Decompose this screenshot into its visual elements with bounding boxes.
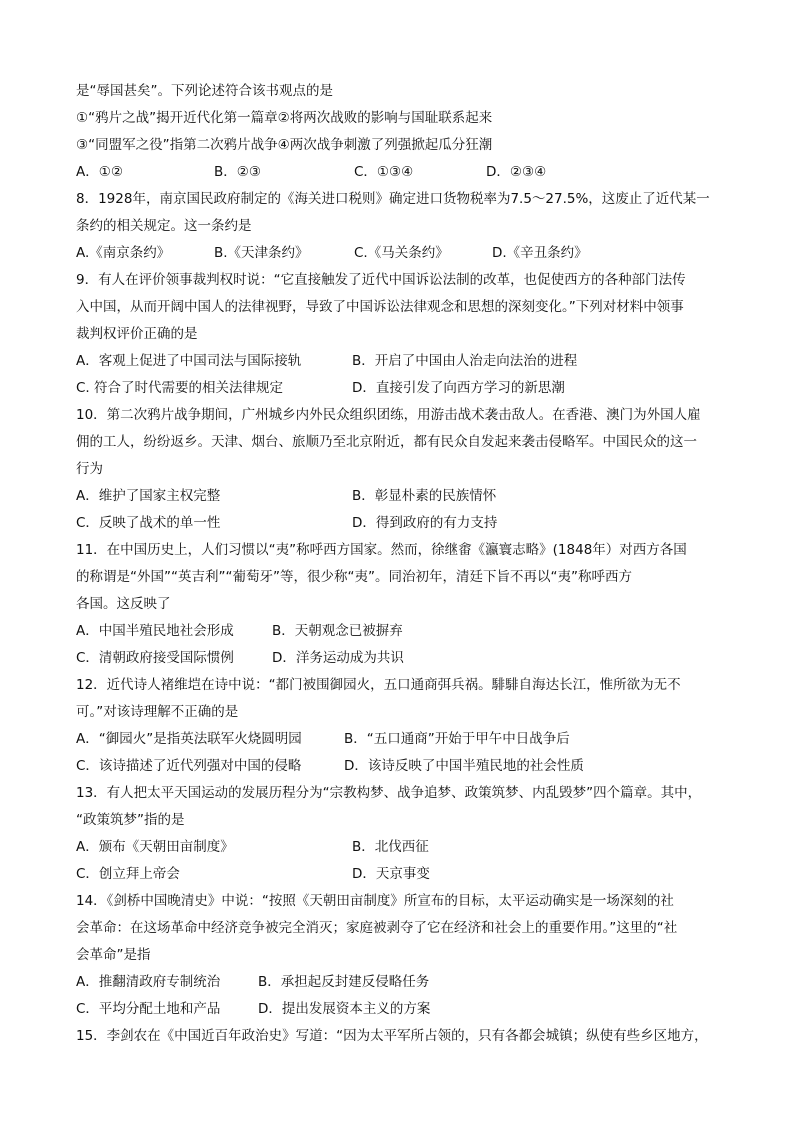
text-line: 可。”对该诗理解不正确的是 (76, 704, 239, 720)
option-b: B.《天津条约》 (214, 245, 309, 261)
option-c: C．反映了战术的单一性 (76, 515, 221, 531)
text-line: ③“同盟军之役”指第二次鸦片战争④两次战争刺激了列强掀起瓜分狂潮 (76, 137, 493, 153)
question-8: 8．1928年，南京国民政府制定的《海关进口税则》确定进口货物税率为7.5～27.5%，这废止了近代某一 (76, 191, 710, 207)
option-d: D．天京事变 (352, 866, 430, 882)
question-9: 9．有人在评价领事裁判权时说：“它直接触发了近代中国诉讼法制的改革，也促使西方的各种部门法传 (76, 272, 686, 288)
option-a: A．颁布《天朝田亩制度》 (76, 839, 234, 855)
option-c: C．清朝政府接受国际惯例 (76, 650, 234, 666)
option-c: C．该诗描述了近代列强对中国的侵略 (76, 758, 302, 774)
text-line: 各国。这反映了 (76, 596, 171, 612)
text-line: 行为 (76, 461, 103, 477)
text-line: 条约的相关规定。这一条约是 (76, 218, 252, 234)
option-c: C．创立拜上帝会 (76, 866, 180, 882)
option-a: A．客观上促进了中国司法与国际接轨 (76, 353, 302, 369)
question-10: 10．第二次鸦片战争期间，广州城乡内外民众组织团练，用游击战术袭击敌人。在香港、澳门为外国人雇 (76, 407, 701, 423)
option-d: D.《辛丑条约》 (492, 245, 588, 261)
options-row (76, 375, 724, 402)
text-line: 裁判权评价正确的是 (76, 326, 198, 342)
option-b: B．彰显朴素的民族情怀 (352, 488, 497, 504)
option-d: D．提出发展资本主义的方案 (258, 1001, 431, 1017)
question-12: 12．近代诗人褚维垲在诗中说：“都门被围御园火，五口通商弭兵祸。騑騑自海达长江，惟所欲为无不 (76, 677, 681, 693)
option-a: A．“御园火”是指英法联军火烧圆明园 (76, 731, 302, 747)
option-d: D．②③④ (486, 164, 547, 180)
options-row (76, 240, 724, 267)
options-row (76, 510, 724, 537)
options-row (76, 645, 724, 672)
options-row (76, 996, 724, 1023)
text-line: 会革命”是指 (76, 947, 151, 963)
option-b: B．承担起反封建反侵略任务 (258, 974, 430, 990)
text-line: 入中国，从而开阔中国人的法律视野，导致了中国诉讼法律观念和思想的深刻变化。”下列对材料中领事 (76, 299, 684, 315)
options-row (76, 726, 724, 753)
option-d: D．直接引发了向西方学习的新思潮 (352, 380, 565, 396)
option-a: A.《南京条约》 (76, 245, 171, 261)
options-row (76, 861, 724, 888)
options-row (76, 159, 724, 186)
text-line: ①“鸦片之战”揭开近代化第一篇章②将两次战败的影响与国耻联系起来 (76, 110, 493, 126)
option-d: D．该诗反映了中国半殖民地的社会性质 (344, 758, 584, 774)
option-a: A．①② (76, 164, 123, 180)
option-b: B．“五口通商”开始于甲午中日战争后 (344, 731, 570, 747)
option-b: B．北伐西征 (352, 839, 429, 855)
options-row (76, 348, 724, 375)
option-d: D．洋务运动成为共识 (272, 650, 404, 666)
text-line: 佣的工人，纷纷返乡。天津、烟台、旅顺乃至北京附近，都有民众自发起来袭击侵略军。中国民众的这一 (76, 434, 697, 450)
options-row (76, 969, 724, 996)
option-b: B．开启了中国由人治走向法治的进程 (352, 353, 578, 369)
option-d: D．得到政府的有力支持 (352, 515, 498, 531)
options-row (76, 753, 724, 780)
question-13: 13．有人把太平天国运动的发展历程分为“宗教构梦、战争追梦、政策筑梦、内乱毁梦”四个篇章。其中， (76, 785, 702, 801)
options-row (76, 483, 724, 510)
text-line: 的称谓是“外国”“英吉利”“葡萄牙”等，很少称“夷”。同治初年，清廷下旨不再以“夷”称呼西方 (76, 569, 632, 585)
option-c: C. 符合了时代需要的相关法律规定 (76, 380, 284, 396)
options-row (76, 834, 724, 861)
text-line: 会革命：在这场革命中经济竞争被完全消灭；家庭被剥夺了它在经济和社会上的重要作用。”这里的“社 (76, 920, 678, 936)
option-a: A．推翻清政府专制统治 (76, 974, 221, 990)
question-14: 14．《剑桥中国晚清史》中说：“按照《天朝田亩制度》所宣布的目标，太平运动确实是一场深刻的社 (76, 893, 674, 909)
text-line: 是“辱国甚矣”。下列论述符合该书观点的是 (76, 83, 333, 99)
question-11: 11．在中国历史上，人们习惯以“夷”称呼西方国家。然而，徐继畬《瀛寰志略》(1848年）对西方各国 (76, 542, 687, 558)
option-c: C．①③④ (354, 164, 414, 180)
option-b: B．②③ (214, 164, 261, 180)
option-a: A．维护了国家主权完整 (76, 488, 221, 504)
question-15: 15．李剑农在《中国近百年政治史》写道：“因为太平军所占领的，只有各都会城镇；纵使有些乡区地方， (76, 1028, 708, 1044)
option-b: B．天朝观念已被摒弃 (272, 623, 403, 639)
text-line: “政策筑梦”指的是 (76, 812, 185, 828)
options-row (76, 618, 724, 645)
option-c: C．平均分配土地和产品 (76, 1001, 221, 1017)
option-c: C.《马关条约》 (354, 245, 449, 261)
option-a: A．中国半殖民地社会形成 (76, 623, 234, 639)
